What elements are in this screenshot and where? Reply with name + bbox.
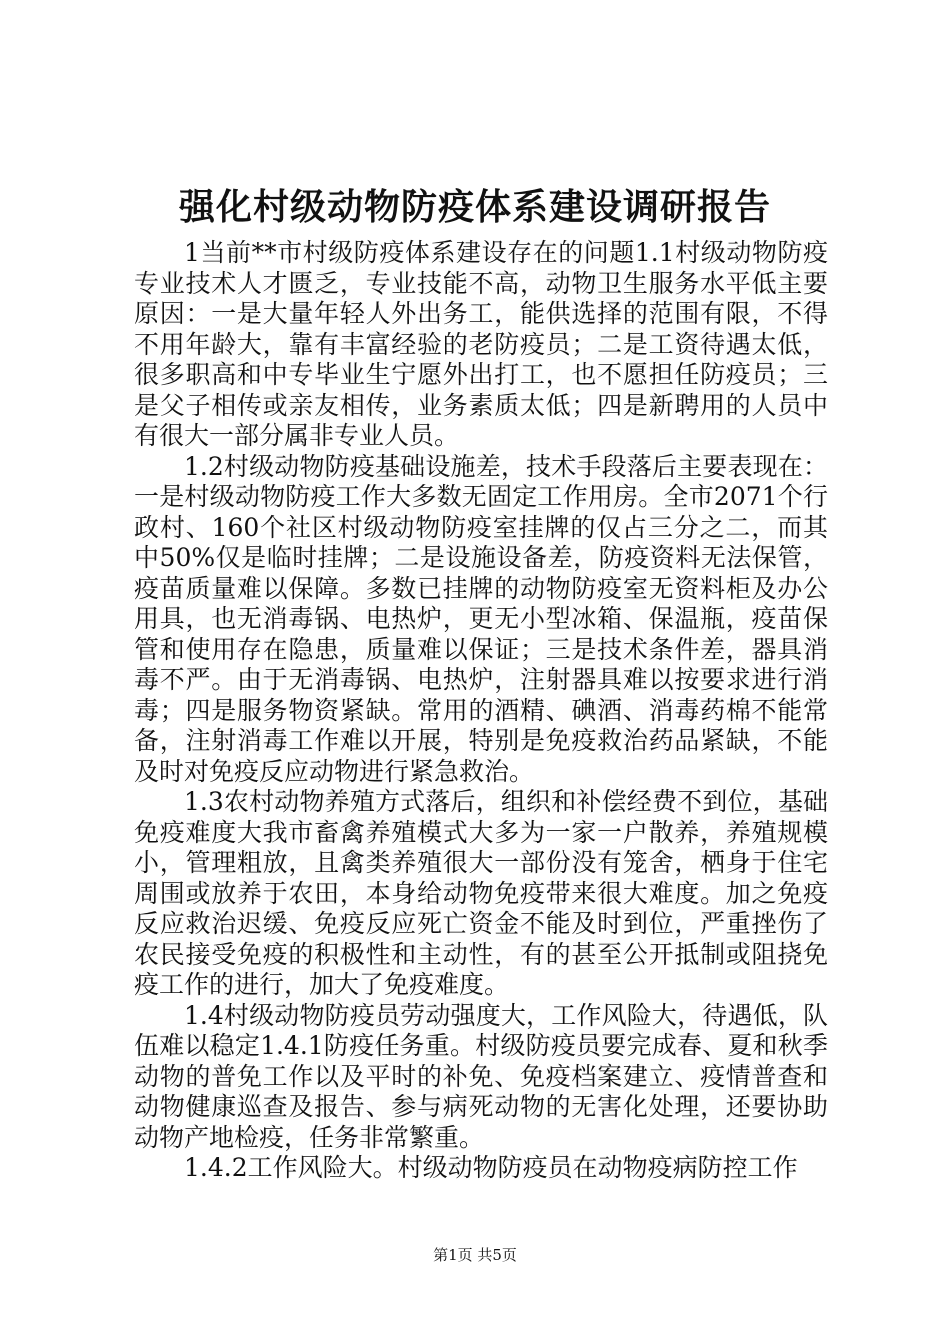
paragraph-5: 1.4.2工作风险大。村级动物防疫员在动物疫病防控工作 xyxy=(184,1153,798,1182)
paragraph-4: 1.4村级动物防疫员劳动强度大，工作风险大，待遇低，队伍难以稳定1.4.1防疫任务重。村级防疫员要完成春、夏和秋季动物的普免工作以及平时的补免、免疫档案建立、疫情普查和动物健康巡查及报告、参与病死动物的无害化处理，还要协助动物产地检疫，任务非常繁重。 xyxy=(134,1000,828,1152)
page-number-footer: 第1页 共5页 xyxy=(433,1246,517,1264)
document-body xyxy=(134,238,828,1184)
paragraph-1: 1当前**市村级防疫体系建设存在的问题1.1村级动物防疫专业技术人才匮乏，专业技能不高，动物卫生服务水平低主要原因：一是大量年轻人外出务工，能供选择的范围有限，不得不用年龄大，靠有丰富经验的老防疫员；二是工资待遇太低，很多职高和中专毕业生宁愿外出打工，也不愿担任防疫员；三是父子相传或亲友相传，业务素质太低；四是新聘用的人员中有很大一部分属非专业人员。 xyxy=(134,238,828,450)
paragraph-3: 1.3农村动物养殖方式落后，组织和补偿经费不到位，基础免疫难度大我市畜禽养殖模式大多为一家一户散养，养殖规模小，管理粗放，且禽类养殖很大一部份没有笼舍，栖身于住宅周围或放养于农田，本身给动物免疫带来很大难度。加之免疫反应救治迟缓、免疫反应死亡资金不能及时到位，严重挫伤了农民接受免疫的积极性和主动性，有的甚至公开抵制或阻挠免疫工作的进行，加大了免疫难度。 xyxy=(134,787,828,999)
paragraph-2: 1.2村级动物防疫基础设施差，技术手段落后主要表现在：一是村级动物防疫工作大多数无固定工作用房。全市2071个行政村、160个社区村级动物防疫室挂牌的仅占三分之二，而其中50%仅是临时挂牌；二是设施设备差，防疫资料无法保管，疫苗质量难以保障。多数已挂牌的动物防疫室无资料柜及办公用具，也无消毒锅、电热炉，更无小型冰箱、保温瓶，疫苗保管和使用存在隐患，质量难以保证；三是技术条件差，器具消毒不严。由于无消毒锅、电热炉，注射器具难以按要求进行消毒；四是服务物资紧缺。常用的酒精、碘酒、消毒药棉不能常备，注射消毒工作难以开展，特别是免疫救治药品紧缺，不能及时对免疫反应动物进行紧急救治。 xyxy=(134,451,828,786)
document-title: 强化村级动物防疫体系建设调研报告 xyxy=(178,187,771,228)
